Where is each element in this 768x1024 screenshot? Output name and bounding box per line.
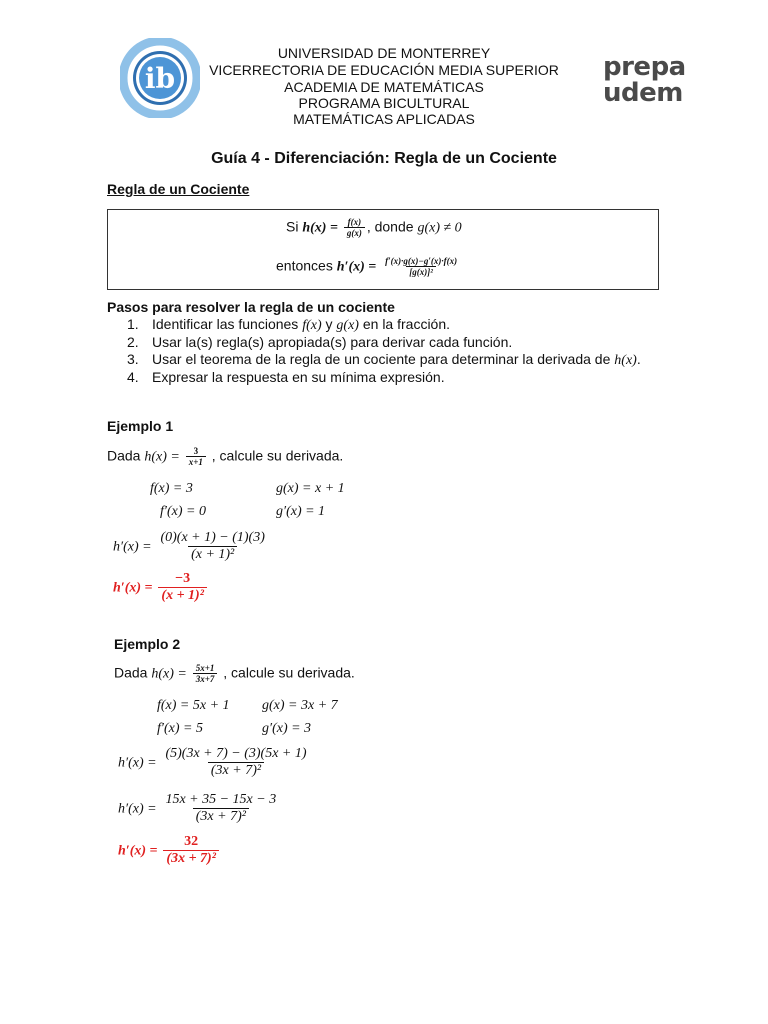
step-math: h(x) [614, 353, 637, 368]
example-2-denominator: 3x+7 [193, 673, 218, 684]
example-2-answer-numerator: 32 [184, 834, 199, 849]
rule-fraction-fg [344, 217, 365, 239]
example-1-fx: f(x) = 3 [150, 481, 193, 496]
example-2-step-1-denominator: (3x + 7)² [208, 762, 264, 779]
step-item-4 [127, 369, 641, 386]
ib-logo-letters: ib [144, 62, 176, 95]
rule-entonces: entonces [276, 257, 333, 274]
step-text: Usar el teorema de la regla de un cociente para determinar la derivada de [152, 351, 615, 367]
step-text: Identificar las funciones [152, 316, 303, 332]
rule-derivative-numerator: f′(x)·g(x)−g′(x)·f(x) [385, 256, 458, 266]
example-2-fpx: f′(x) = 5 [157, 721, 203, 736]
step-item-3 [127, 351, 641, 369]
rule-si: Si [286, 218, 299, 235]
example-1-dada: Dada [107, 447, 141, 464]
example-1-fraction [186, 446, 206, 468]
step-math: f(x) [302, 318, 322, 333]
example-2-answer [118, 834, 221, 867]
example-1-answer-numerator: −3 [175, 571, 191, 586]
example-2-step-1-numerator: (5)(3x + 7) − (3)(5x + 1) [165, 746, 307, 761]
header-line-1: UNIVERSIDAD DE MONTERREY [277, 45, 491, 61]
example-1-statement [107, 446, 343, 468]
example-2-answer-denominator: (3x + 7)² [163, 850, 219, 867]
step-text: en la fracción. [358, 316, 451, 332]
rule-line-1 [286, 217, 462, 239]
rule-derivative-fraction [382, 256, 460, 278]
step-text: Usar la(s) regla(s) apropiada(s) para derivar cada función. [152, 334, 513, 350]
rule-condition: g(x) ≠ 0 [417, 220, 462, 236]
example-2-step-2-fraction [162, 792, 279, 825]
example-1-fpx: f′(x) = 0 [160, 504, 206, 519]
example-2-step-2-denominator: (3x + 7)² [193, 808, 249, 825]
rule-gx: g(x) [344, 227, 365, 238]
udem-logo-word: udem [603, 78, 683, 108]
step-text: y [321, 316, 337, 332]
example-2-dada: Dada [114, 664, 148, 681]
page-title: Guía 4 - Diferenciación: Regla de un Cociente [211, 150, 557, 167]
example-1-answer-fraction [158, 571, 207, 604]
rule-hx: h(x) = [302, 220, 338, 236]
prepa-udem-logo [603, 52, 686, 108]
example-1-answer-lhs: h′(x) = [113, 580, 153, 596]
example-2-gpx: g′(x) = 3 [262, 721, 312, 736]
example-1-derivative-step [113, 530, 270, 563]
example-1-gpx: g′(x) = 1 [276, 504, 326, 519]
example-1-gx: g(x) = x + 1 [276, 481, 345, 496]
header-line-2: VICERRECTORIA DE EDUCACIÓN MEDIA SUPERIOR [209, 62, 559, 78]
example-2-step-1-fraction [162, 746, 309, 779]
step-number: 1. [127, 316, 139, 332]
example-2-answer-fraction [163, 834, 219, 867]
step-text: . [636, 351, 641, 367]
step-math: g(x) [336, 318, 359, 333]
example-2-hx: h(x) = [151, 666, 187, 682]
step-item-2 [127, 334, 641, 351]
example-2-derivative-step-2 [118, 792, 281, 825]
rule-line-2 [276, 256, 462, 278]
example-1-step-fraction [157, 530, 267, 563]
example-1-step-numerator: (0)(x + 1) − (1)(3) [160, 530, 265, 545]
quotient-rule-box [107, 209, 659, 290]
example-1-answer [113, 571, 209, 604]
example-2-tail: , calcule su derivada. [223, 664, 355, 681]
example-2-step-2-numerator: 15x + 35 − 15x − 3 [165, 792, 277, 807]
example-1-numerator: 3 [193, 446, 199, 456]
rule-hpx: h′(x) = [336, 259, 377, 275]
example-2-fraction [193, 663, 218, 685]
step-number: 3. [127, 351, 139, 367]
example-2-numerator: 5x+1 [195, 663, 215, 673]
example-1-tail: , calcule su derivada. [211, 447, 344, 464]
steps-list [127, 316, 641, 386]
example-1-answer-denominator: (x + 1)² [158, 587, 207, 604]
step-item-1 [127, 316, 641, 334]
example-2-hpx: h′(x) = [118, 755, 157, 771]
rule-fx: f(x) [347, 217, 362, 227]
header-line-4: PROGRAMA BICULTURAL [298, 95, 470, 111]
example-2-fx: f(x) = 5x + 1 [157, 698, 230, 713]
section-heading: Regla de un Cociente [107, 181, 250, 197]
steps-heading: Pasos para resolver la regla de un cociente [107, 299, 395, 315]
step-number: 4. [127, 369, 139, 385]
step-text: Expresar la respuesta en su mínima expresión. [152, 369, 445, 385]
example-2-answer-lhs: h′(x) = [118, 843, 158, 859]
example-2-heading: Ejemplo 2 [114, 636, 181, 652]
prepa-logo-word: prepa [603, 52, 686, 82]
example-2-statement [114, 663, 355, 685]
rule-derivative-denominator: [g(x)]² [406, 266, 436, 277]
header-line-5: MATEMÁTICAS APLICADAS [293, 111, 475, 127]
example-1-step-denominator: (x + 1)² [188, 546, 237, 563]
example-1-hx: h(x) = [144, 449, 180, 465]
example-2-hpx: h′(x) = [118, 801, 157, 817]
example-1-heading: Ejemplo 1 [107, 418, 174, 434]
step-number: 2. [127, 334, 139, 350]
example-2-gx: g(x) = 3x + 7 [262, 698, 338, 713]
header-line-3: ACADEMIA DE MATEMÁTICAS [284, 79, 484, 95]
rule-donde: , donde [366, 218, 414, 235]
example-2-derivative-step-1 [118, 746, 312, 779]
example-1-hpx: h′(x) = [113, 539, 152, 555]
example-1-denominator: x+1 [186, 456, 206, 467]
